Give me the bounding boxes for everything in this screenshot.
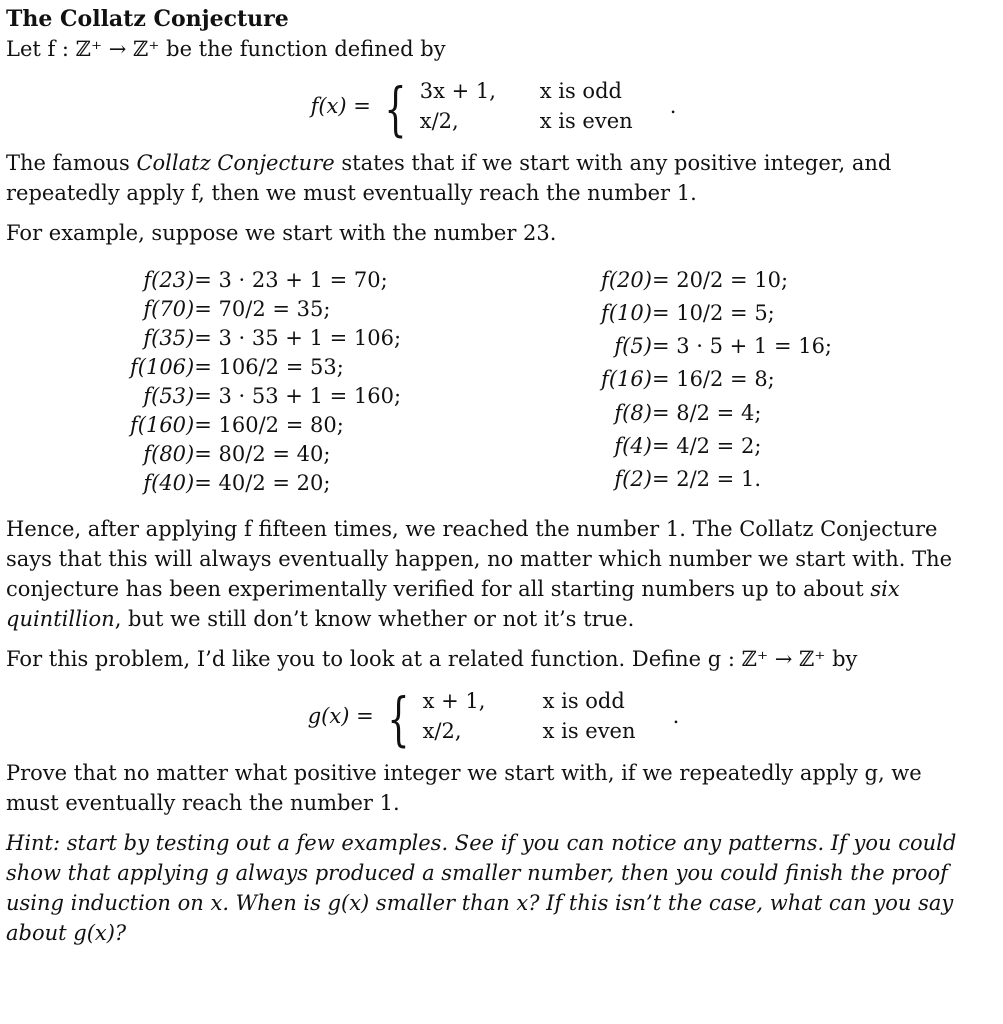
step-lhs: f(106) xyxy=(130,355,195,379)
f-case2-expr: x/2, xyxy=(419,109,459,133)
paragraph-2: For example, suppose we start with the number 23. xyxy=(6,221,557,245)
step-rhs: = 106/2 = 53; xyxy=(194,355,344,379)
brace-icon: { xyxy=(384,75,407,143)
step-lhs: f(16) xyxy=(601,367,652,392)
step-rhs: = 40/2 = 20; xyxy=(194,471,331,495)
step-lhs: f(160) xyxy=(130,413,195,437)
step-rhs: = 3 · 35 + 1 = 106; xyxy=(194,326,402,350)
step-lhs: f(4) xyxy=(614,433,652,458)
step-rhs: = 160/2 = 80; xyxy=(194,413,344,437)
g-lhs: g(x) = xyxy=(307,704,374,728)
f-lhs: f(x) = xyxy=(310,94,371,118)
paragraph-1: The famous Collatz Conjecture states that if we start with any positive integer, and repeatedly apply f, then we must eventually reach the number 1. xyxy=(6,151,892,205)
step-rhs: = 2/2 = 1. xyxy=(651,466,761,491)
step-rhs: = 3 · 5 + 1 = 16; xyxy=(651,334,833,359)
step-lhs: f(53) xyxy=(143,384,195,408)
f-case1-cond: x is odd xyxy=(539,79,622,103)
step-rhs: = 16/2 = 8; xyxy=(651,367,775,392)
step-lhs: f(20) xyxy=(601,268,652,292)
step-rhs: = 10/2 = 5; xyxy=(651,301,775,326)
document xyxy=(6,2,981,948)
f-case2-cond: x is even xyxy=(539,109,633,133)
step-lhs: f(35) xyxy=(143,326,195,350)
f-case1-expr: 3x + 1, xyxy=(419,79,496,103)
paragraph-4: For this problem, I’d like you to look at a related function. Define g : ℤ⁺ → ℤ⁺ by xyxy=(6,647,858,671)
step-lhs: f(70) xyxy=(143,297,195,321)
g-definition xyxy=(6,685,981,753)
step-rhs: = 4/2 = 2; xyxy=(651,433,762,458)
step-rhs: = 3 · 23 + 1 = 70; xyxy=(194,268,388,292)
brace-icon: { xyxy=(387,685,410,753)
g-case2-cond: x is even xyxy=(542,719,636,743)
step-lhs: f(8) xyxy=(614,400,652,425)
paragraph-3: Hence, after applying f fifteen times, we reached the number 1. The Collatz Conjecture says that this will always eventually happen, no matter which number we start with. The conjecture has been experimentally verified for all starting numbers up to about six quintillion, but we still don’t know whether or not it’s true. xyxy=(6,517,953,631)
g-case1-expr: x + 1, xyxy=(422,689,486,713)
step-rhs: = 80/2 = 40; xyxy=(194,442,331,466)
step-lhs: f(5) xyxy=(614,334,652,359)
f-definition xyxy=(6,75,981,143)
step-lhs: f(10) xyxy=(601,301,652,326)
page-title: The Collatz Conjecture xyxy=(6,6,289,32)
step-lhs: f(2) xyxy=(614,466,652,491)
g-end: . xyxy=(672,704,680,728)
step-rhs: = 3 · 53 + 1 = 160; xyxy=(194,384,402,408)
steps-right-column xyxy=(601,266,832,498)
step-lhs: f(80) xyxy=(143,442,195,466)
step-lhs: f(23) xyxy=(143,268,195,292)
paragraph-5: Prove that no matter what positive integer we start with, if we repeatedly apply g, we must eventually reach the number 1. xyxy=(6,761,922,815)
step-rhs: = 8/2 = 4; xyxy=(651,400,762,425)
step-rhs: = 20/2 = 10; xyxy=(651,268,789,292)
f-end: . xyxy=(669,94,677,118)
step-lhs: f(40) xyxy=(143,471,195,495)
g-case1-cond: x is odd xyxy=(542,689,625,713)
hint-text: Hint: start by testing out a few examples. See if you can notice any patterns. If you could show that applying g always produced a smaller number, then you could finish the proof using induction on x. When is g(x) smaller than x? If this isn’t the case, what can you say about g(x)? xyxy=(6,831,957,945)
g-case2-expr: x/2, xyxy=(422,719,462,743)
intro-text: Let f : ℤ⁺ → ℤ⁺ be the function defined by xyxy=(6,37,446,61)
example-steps xyxy=(6,266,981,498)
step-rhs: = 70/2 = 35; xyxy=(194,297,331,321)
steps-left-column xyxy=(130,266,401,498)
